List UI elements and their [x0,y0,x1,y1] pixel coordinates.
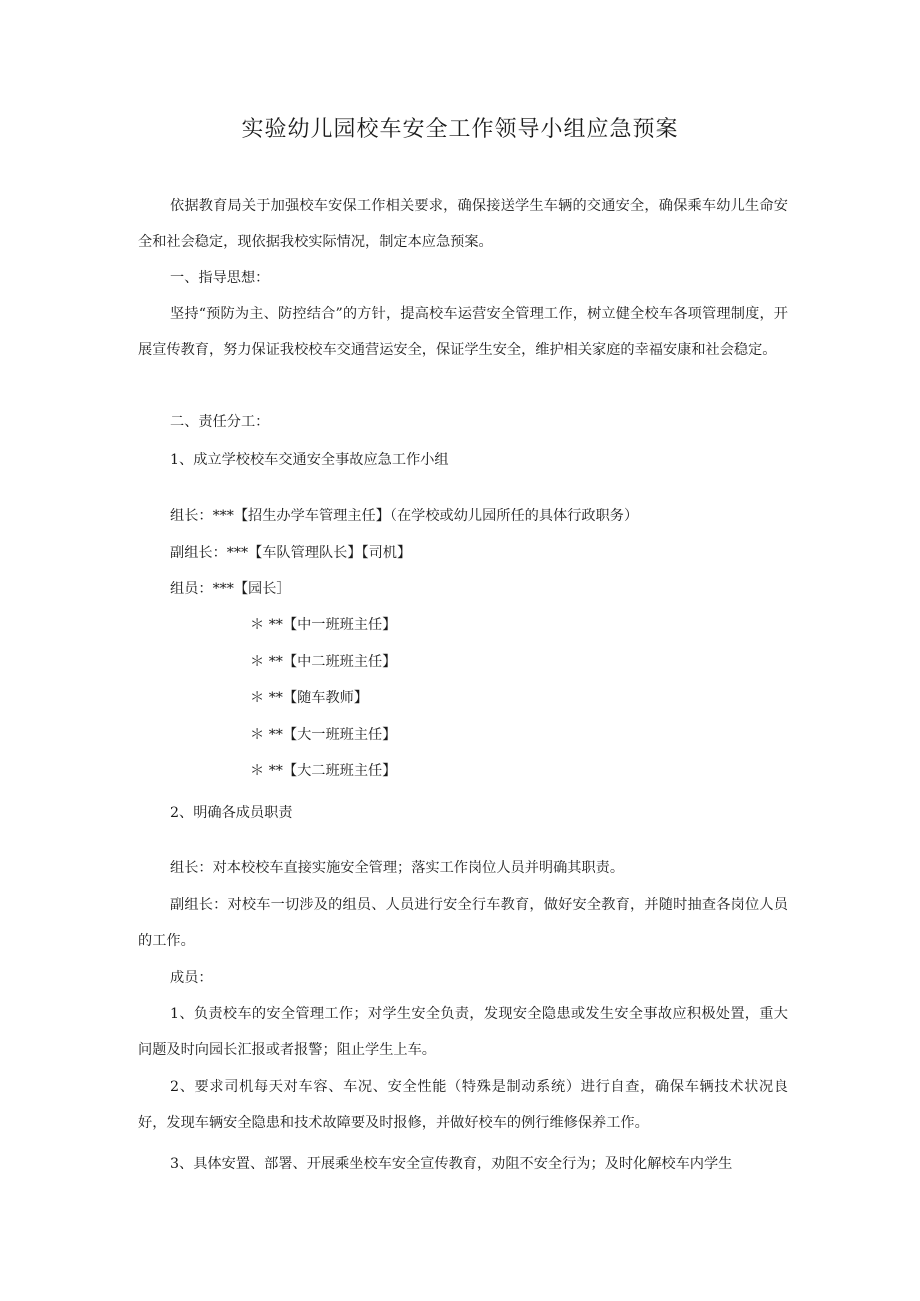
duty-members-heading: 成员： [170,970,213,986]
subsection-1: 1、成立学校校车交通安全事故应急工作小组 [170,452,449,468]
member-item: ＊ **【大二班班主任】 [250,763,397,779]
member-duty-1: 1、负责校车的安全管理工作；对学生安全负责，发现安全隐患或发生安全事故应积极处置，重大问题及时向园长汇报或者报警；阻止学生上车。 [138,1006,788,1058]
section-heading-guiding: 一、指导思想： [170,270,270,286]
section-heading-duties: 二、责任分工： [170,414,270,430]
members-line: 组员：***【园长］ [170,581,291,597]
leader-line: 组长：***【招生办学车管理主任】（在学校或幼儿园所任的具体行政职务） [170,508,639,524]
document-title: 实验幼儿园校车安全工作领导小组应急预案 [241,117,679,142]
member-item: ＊ **【大一班班主任】 [250,727,397,743]
duty-leader: 组长：对本校校车直接实施安全管理；落实工作岗位人员并明确其职责。 [170,860,625,876]
member-duty-2: 2、要求司机每天对车容、车况、安全性能（特殊是制动系统）进行自查，确保车辆技术状况良好，发现车辆安全隐患和技术故障要及时报修，并做好校车的例行维修保养工作。 [138,1079,788,1131]
member-item: ＊ **【随车教师】 [250,690,369,706]
member-duty-3: 3、具体安置、部署、开展乘坐校车安全宣传教育，劝阻不安全行为；及时化解校车内学生 [170,1156,733,1172]
member-item: ＊ **【中一班班主任】 [250,617,397,633]
duty-deputy: 副组长：对校车一切涉及的组员、人员进行安全行车教育，做好安全教育，并随时抽查各岗位人员的工作。 [138,897,788,949]
intro-paragraph: 依据教育局关于加强校车安保工作相关要求，确保接送学生车辆的交通安全，确保乘车幼儿生命安全和社会稳定，现依据我校实际情况，制定本应急预案。 [138,198,788,250]
member-item: ＊ **【中二班班主任】 [250,654,397,670]
subsection-2: 2、明确各成员职责 [170,805,293,821]
guiding-paragraph: 坚持“预防为主、防控结合”的方针，提高校车运营安全管理工作，树立健全校车各项管理制度，开展宣传教育，努力保证我校校车交通营运安全，保证学生安全，维护相关家庭的幸福安康和社会稳定。 [138,306,788,358]
deputy-line: 副组长：***【车队管理队长】【司机】 [170,545,412,561]
